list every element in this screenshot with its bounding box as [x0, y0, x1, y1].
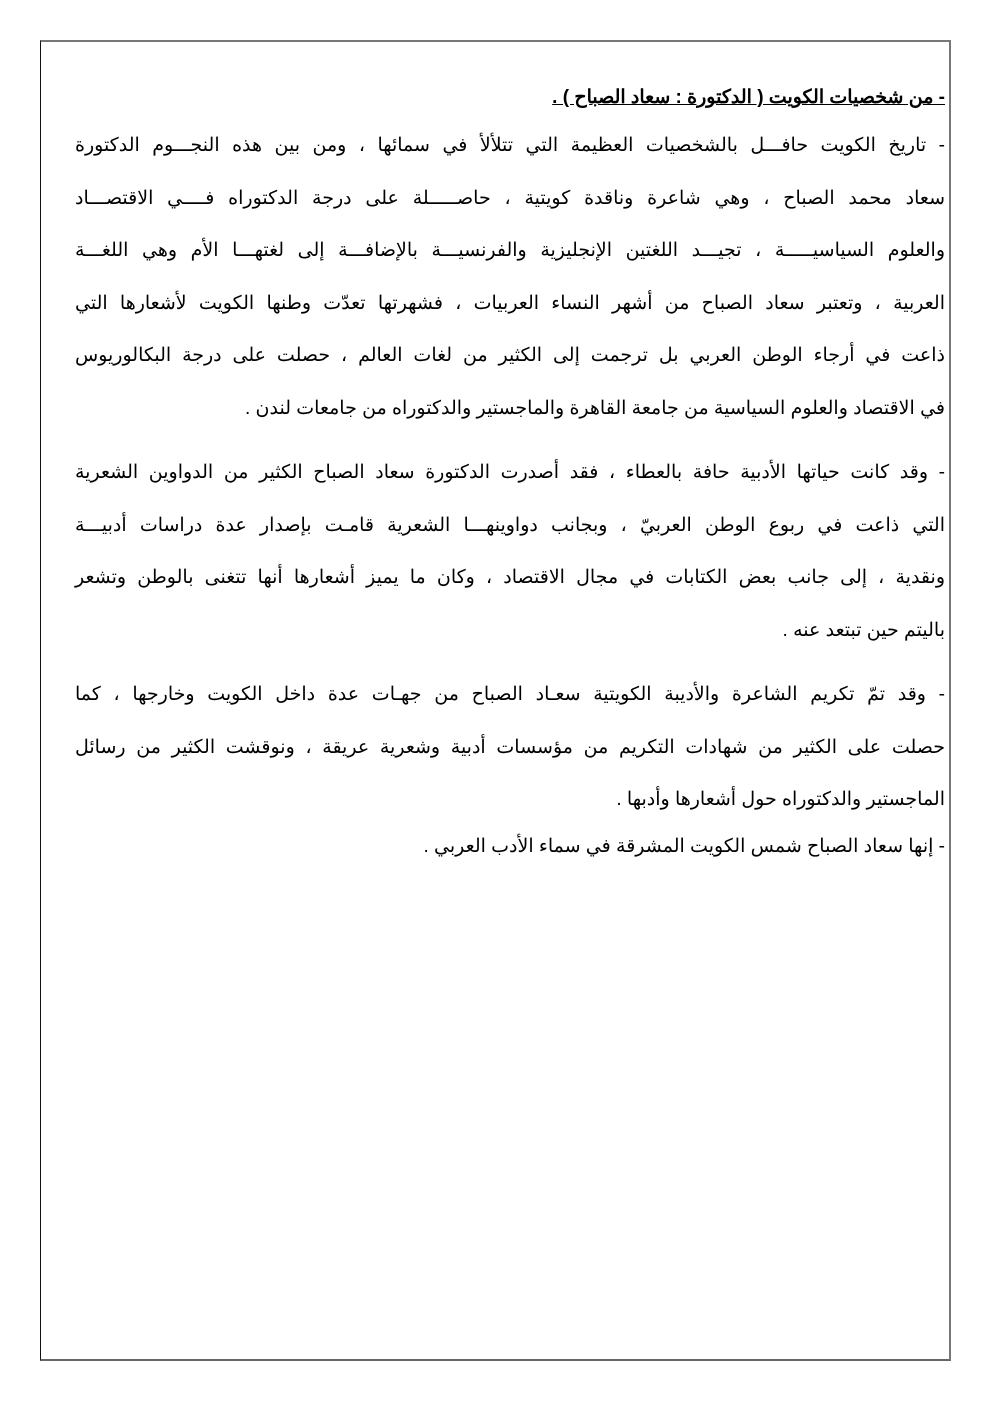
document-body	[75, 78, 945, 867]
text-line: والعلوم السياسيـــــة ، تجيـــد اللغتين الإنجليزية والفرنسيـــة بالإضافـــة إلى لغتهـــا الأم وهي اللغـــة	[75, 240, 945, 261]
paragraph-biography	[75, 120, 945, 435]
text-line: - تاريخ الكويت حافـــل بالشخصيات العظيمة التي تتلألأ في سمائها ، ومن بين هذه النجـــوم الدكتورة	[75, 135, 945, 156]
closing-statement: - إنها سعاد الصباح شمس الكويت المشرقة في سماء الأدب العربي .	[423, 835, 945, 857]
paragraph-spacer	[75, 657, 945, 669]
text-line: باليتم حين تبتعد عنه .	[782, 619, 945, 641]
text-line: ذاعت في أرجاء الوطن العربي بل ترجمت إلى الكثير من لغات العالم ، حصلت على درجة البكالوريوس	[75, 345, 945, 366]
text-line: الماجستير والدكتوراه حول أشعارها وأدبها .	[616, 789, 945, 810]
text-line: - وقد تمّ تكريم الشاعرة والأديبة الكويتية سعـاد الصباح من جهـات عدة داخل الكويت وخارجها ، كما	[75, 684, 945, 705]
text-line: ونقدية ، إلى جانب بعض الكتابات في مجال الاقتصاد ، وكان ما يميز أشعارها أنها تتغنى بالوطن وتشعر	[75, 567, 945, 588]
text-line: - وقد كانت حياتها الأدبية حافة بالعطاء ، فقد أصدرت الدكتورة سعاد الصباح الكثير من الدواوين الشعرية	[75, 462, 945, 483]
text-line: سعاد محمد الصباح ، وهي شاعرة وناقدة كويتية ، حاصـــــلة على درجة الدكتوراه فــــي الاقتصـــاد	[75, 187, 945, 209]
text-line: التي ذاعت في ربوع الوطن العربيّ ، وبجانب دواوينهـــا الشعرية قامـت بإصدار عدة دراسات أدبيـــة	[75, 514, 945, 536]
paragraph-honors	[75, 669, 945, 827]
paragraph-spacer	[75, 435, 945, 447]
document-title: - من شخصيات الكويت ( الدكتورة : سعاد الصباح ) .	[552, 87, 945, 108]
text-line: العربية ، وتعتبر سعاد الصباح من أشهر النساء العربيات ، فشهرتها تعدّت وطنها الكويت لأشعارها التي	[75, 292, 945, 314]
text-line: حصلت على الكثير من شهادات التكريم من مؤسسات أدبية وشعرية عريقة ، ونوقشت الكثير من رسائل	[75, 736, 945, 758]
paragraph-literary-life	[75, 447, 945, 657]
text-line: في الاقتصاد والعلوم السياسية من جامعة القاهرة والماجستير والدكتوراه من جامعات لندن .	[244, 397, 945, 419]
